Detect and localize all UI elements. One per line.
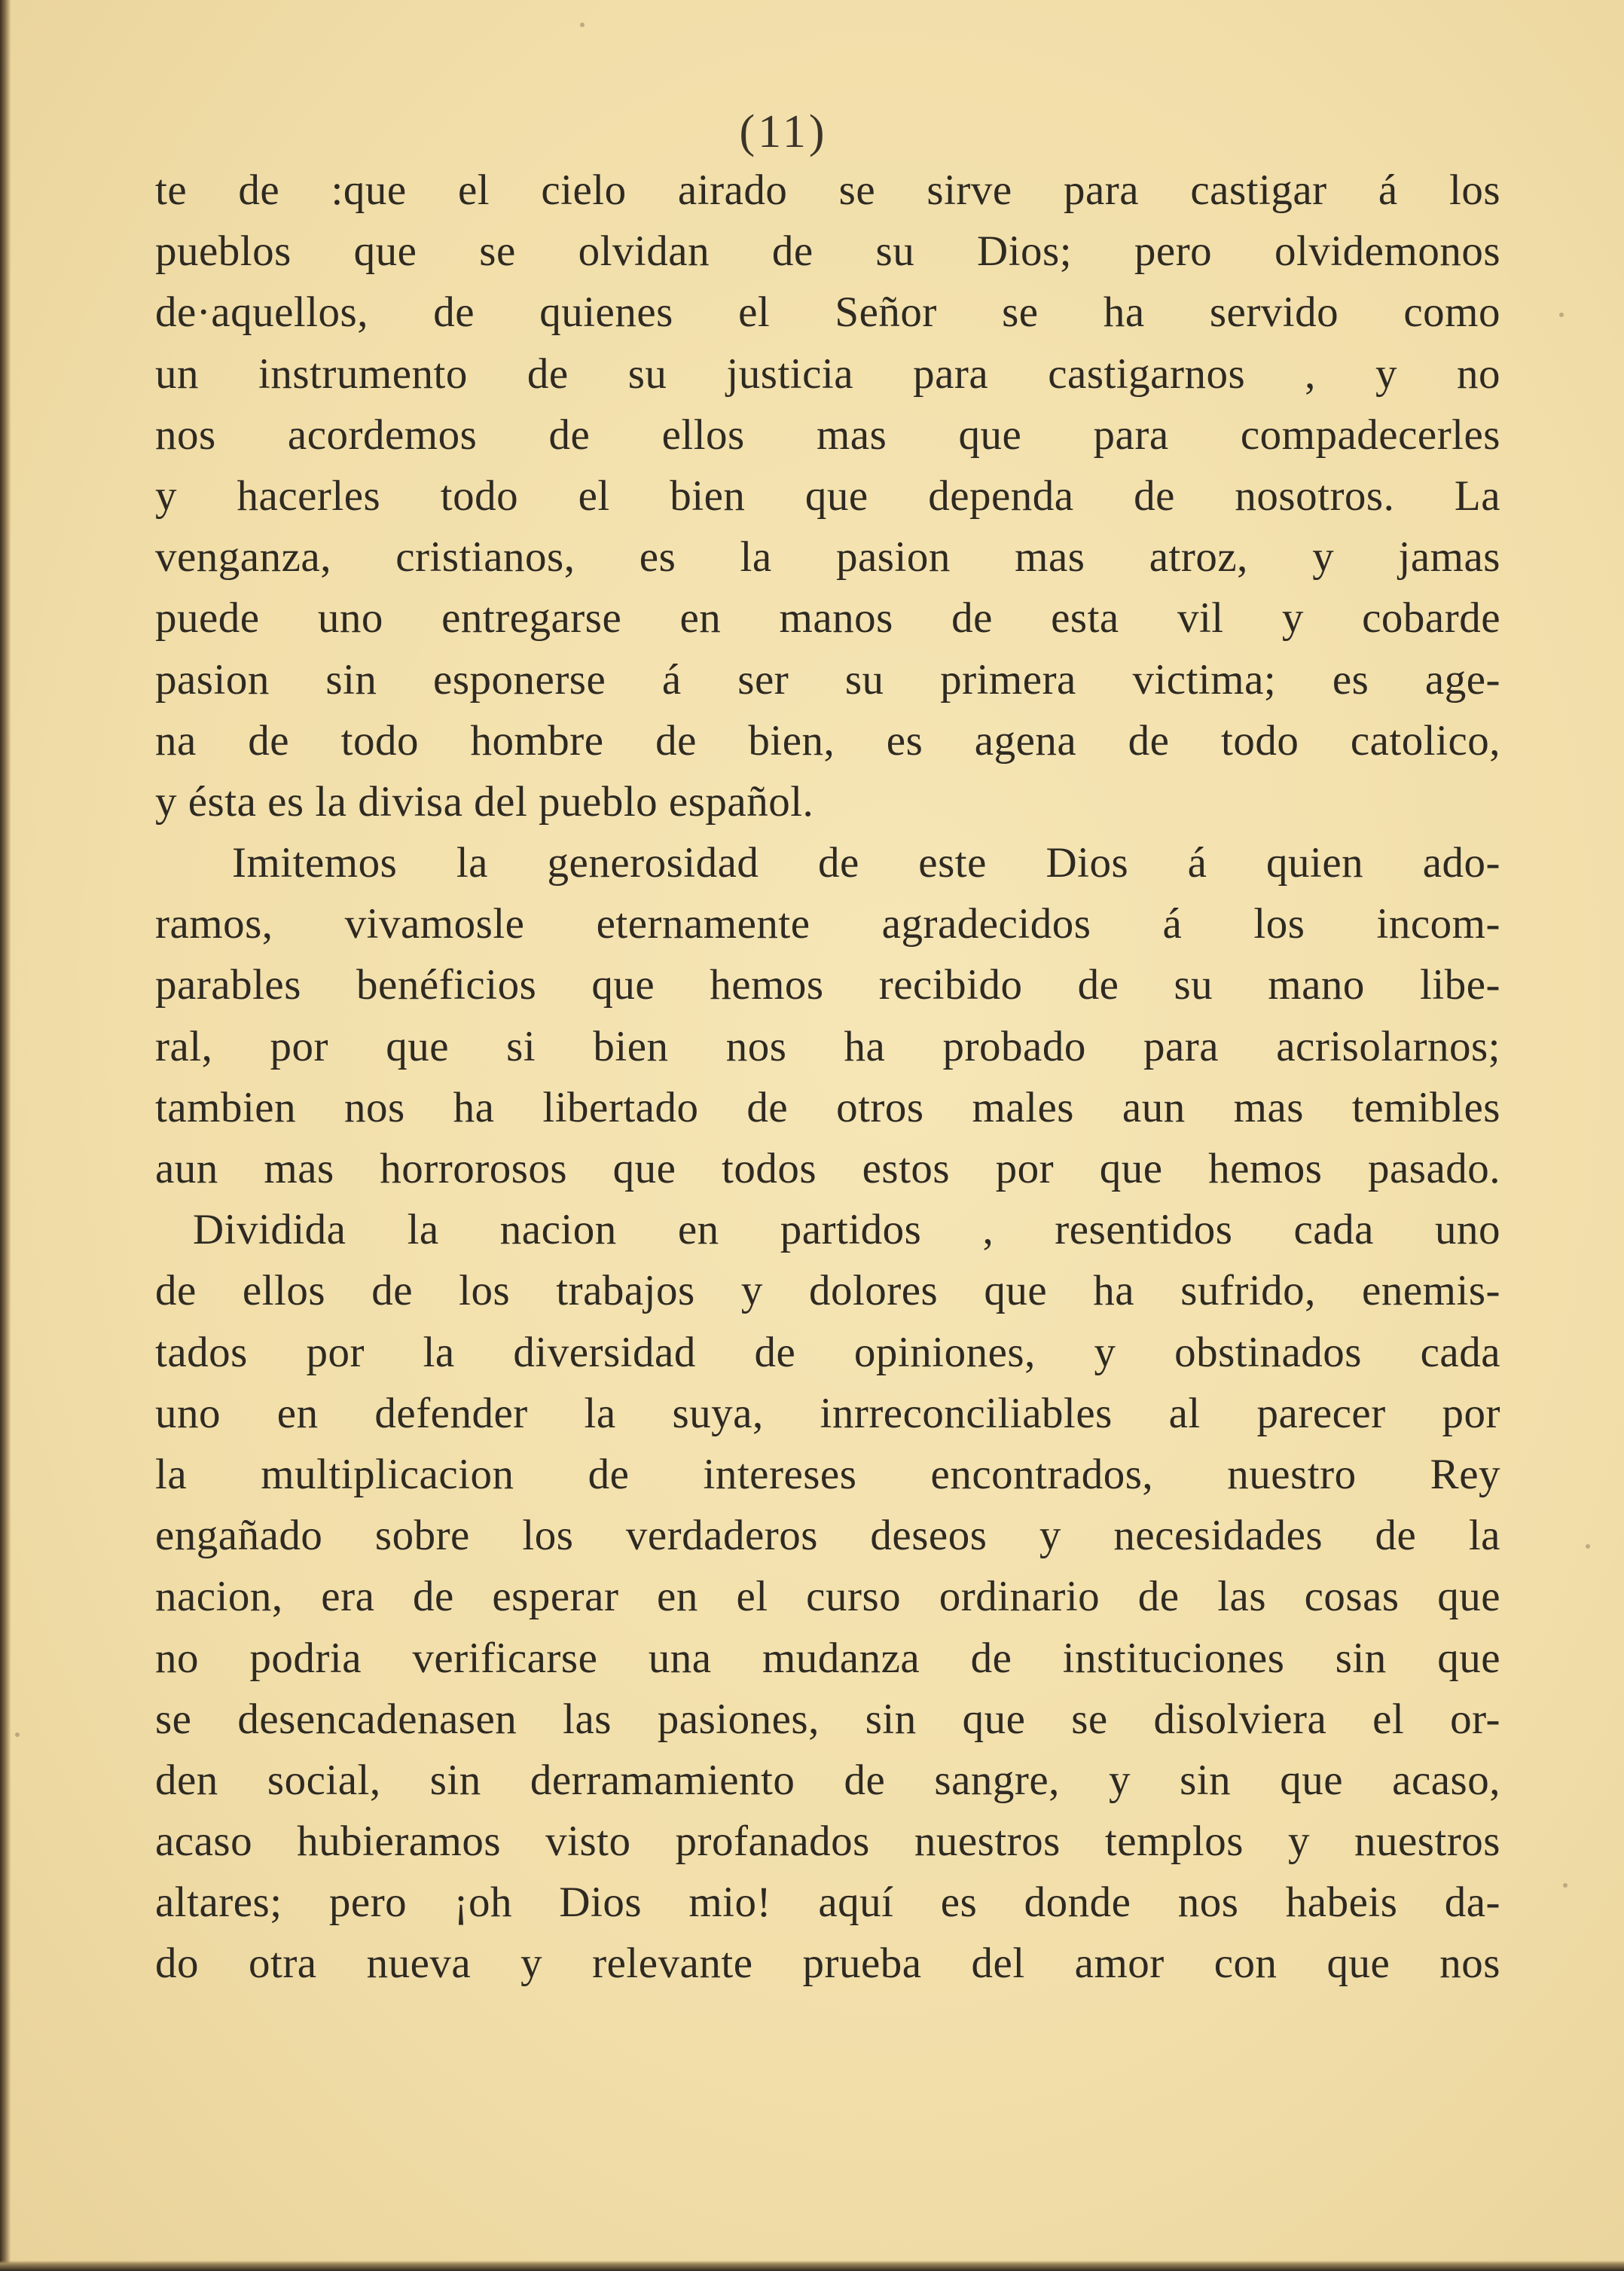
text-line: Dividida la nacion en partidos , resentidos cada uno (193, 1206, 1500, 1254)
text-line: ral, por que si bien nos ha probado para acrisolarnos; (155, 1022, 1500, 1070)
paper-speck (580, 23, 585, 27)
text-line: puede uno entregarse en manos de esta vil y cobarde (155, 594, 1500, 643)
page-bottom-edge (0, 2260, 1624, 2271)
text-line: aun mas horrorosos que todos estos por que hemos pasado. (155, 1145, 1500, 1192)
text-line: acaso hubieramos visto profanados nuestros templos y nuestros (155, 1818, 1500, 1866)
text-line: y ésta es la divisa del pueblo español. (155, 777, 814, 826)
text-line: uno en defender la suya, inrreconciliables al parecer por (155, 1389, 1500, 1437)
text-line: venganza, cristianos, es la pasion mas atroz, y jamas (155, 533, 1500, 581)
text-line: ramos, vivamosle eternamente agradecidos á los incom- (155, 900, 1500, 948)
text-line: la multiplicacion de intereses encontrados, nuestro Rey (155, 1450, 1500, 1498)
paper-speck (1559, 313, 1564, 317)
text-line: nos acordemos de ellos mas que para compadecerles (155, 411, 1500, 459)
text-line: y hacerles todo el bien que dependa de nosotros. La (155, 472, 1500, 520)
text-line: de ellos de los trabajos y dolores que ha sufrido, enemis- (155, 1267, 1500, 1315)
body-text (155, 160, 1500, 1995)
text-line: nacion, era de esperar en el curso ordinario de las cosas que (155, 1573, 1500, 1621)
book-binding-edge (0, 0, 11, 2271)
text-line: no podria verificarse una mudanza de instituciones sin que (155, 1634, 1500, 1682)
paper-speck (1563, 1883, 1568, 1888)
text-line: parables benéficios que hemos recibido de su mano libe- (155, 961, 1500, 1009)
page-number: (11) (739, 106, 828, 157)
text-line: den social, sin derramamiento de sangre, y sin que acaso, (155, 1756, 1500, 1804)
text-line: se desencadenasen las pasiones, sin que se disolviera el or- (155, 1695, 1500, 1743)
text-line: Imitemos la generosidad de este Dios á quien ado- (232, 839, 1500, 887)
text-line: altares; pero ¡oh Dios mio! aquí es donde nos habeis da- (155, 1879, 1500, 1927)
text-line: te de :que el cielo airado se sirve para castigar á los (155, 166, 1500, 214)
paper-speck (1586, 1544, 1590, 1549)
text-line: engañado sobre los verdaderos deseos y necesidades de la (155, 1512, 1500, 1560)
text-line: pasion sin esponerse á ser su primera victima; es age- (155, 655, 1500, 704)
paper-speck (15, 1732, 20, 1737)
text-line: do otra nueva y relevante prueba del amor con que nos (155, 1940, 1500, 1988)
text-line: na de todo hombre de bien, es agena de todo catolico, (155, 716, 1500, 765)
text-line: de·aquellos, de quienes el Señor se ha servido como (155, 288, 1500, 337)
text-line: pueblos que se olvidan de su Dios; pero olvidemonos (155, 227, 1500, 276)
text-line: tambien nos ha libertado de otros males aun mas temibles (155, 1083, 1500, 1131)
text-line: un instrumento de su justicia para castigarnos , y no (155, 350, 1500, 398)
text-line: tados por la diversidad de opiniones, y obstinados cada (155, 1328, 1500, 1376)
